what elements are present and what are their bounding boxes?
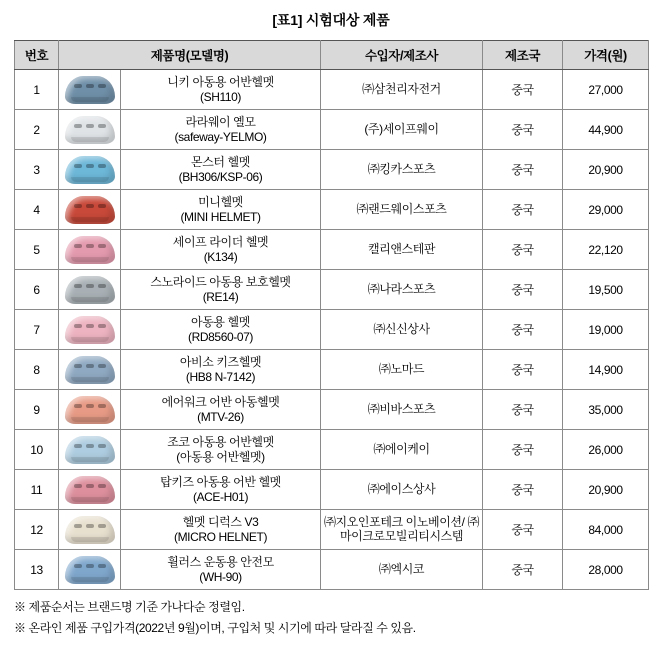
cell-price: 20,900 (563, 470, 649, 510)
cell-maker: ㈜비바스포츠 (321, 390, 483, 430)
helmet-vent (86, 404, 94, 408)
product-model-text: (BH306/KSP-06) (178, 169, 263, 184)
cell-price: 84,000 (563, 510, 649, 550)
helmet-icon-white (62, 113, 118, 147)
cell-maker: ㈜삼천리자전거 (321, 70, 483, 110)
helmet-vent (74, 564, 82, 568)
table-row (15, 110, 649, 150)
cell-product-name (121, 190, 321, 230)
product-name-text: 탑키즈 아동용 어반 헬멧 (160, 474, 281, 489)
product-name-text: 세이프 라이더 헬멧 (172, 234, 269, 249)
helmet-vent (74, 364, 82, 368)
product-name-text: 미니헬멧 (198, 194, 243, 209)
product-name-text: 라라웨이 옐모 (185, 114, 256, 129)
cell-origin: 중국 (483, 510, 563, 550)
cell-maker: ㈜나라스포츠 (321, 270, 483, 310)
helmet-shape (65, 396, 115, 424)
cell-price: 19,000 (563, 310, 649, 350)
helmet-vent (98, 204, 106, 208)
cell-product-name (121, 430, 321, 470)
table-header-row (15, 41, 649, 70)
helmet-vent (86, 364, 94, 368)
cell-maker: ㈜에이스상사 (321, 470, 483, 510)
helmet-vent (98, 364, 106, 368)
table-row (15, 510, 649, 550)
column-header-price: 가격(원) (563, 41, 649, 70)
cell-product-image (59, 70, 121, 110)
cell-maker: ㈜랜드웨이스포츠 (321, 190, 483, 230)
helmet-icon-cream (62, 513, 118, 547)
product-name-text: 헬멧 디럭스 V3 (182, 514, 259, 529)
helmet-vent (98, 284, 106, 288)
table-row (15, 310, 649, 350)
cell-product-name (121, 70, 321, 110)
table-row (15, 70, 649, 110)
helmet-icon-steelblue (62, 353, 118, 387)
helmet-vent (86, 324, 94, 328)
cell-maker: (주)세이프웨이 (321, 110, 483, 150)
cell-price: 27,000 (563, 70, 649, 110)
helmet-vent (98, 244, 106, 248)
table-body (15, 70, 649, 590)
cell-origin: 중국 (483, 430, 563, 470)
table-notes (14, 597, 648, 639)
helmet-vent (74, 484, 82, 488)
table-row (15, 470, 649, 510)
table-row (15, 550, 649, 590)
column-header-maker: 수입자/제조사 (321, 41, 483, 70)
cell-price: 20,900 (563, 150, 649, 190)
cell-price: 19,500 (563, 270, 649, 310)
product-model-text: (ACE-H01) (192, 489, 249, 504)
cell-product-image (59, 390, 121, 430)
cell-origin: 중국 (483, 110, 563, 150)
cell-product-image (59, 190, 121, 230)
cell-origin: 중국 (483, 550, 563, 590)
cell-no: 10 (15, 430, 59, 470)
product-name-text: 에어워크 어반 아동헬멧 (161, 394, 280, 409)
helmet-vent (98, 444, 106, 448)
helmet-icon-salmon (62, 393, 118, 427)
helmet-vent (86, 84, 94, 88)
cell-no: 11 (15, 470, 59, 510)
helmet-vent (86, 484, 94, 488)
product-model-text: (아동용 어반헬멧) (176, 449, 265, 464)
helmet-icon-rose (62, 473, 118, 507)
cell-origin: 중국 (483, 70, 563, 110)
helmet-shape (65, 116, 115, 144)
cell-product-image (59, 470, 121, 510)
cell-price: 28,000 (563, 550, 649, 590)
helmet-vent (98, 564, 106, 568)
product-name-text: 휠러스 운동용 안전모 (167, 554, 274, 569)
cell-no: 3 (15, 150, 59, 190)
cell-product-name (121, 470, 321, 510)
helmet-shape (65, 156, 115, 184)
helmet-shape (65, 436, 115, 464)
cell-no: 8 (15, 350, 59, 390)
helmet-vent (86, 524, 94, 528)
cell-maker: ㈜에이케이 (321, 430, 483, 470)
cell-maker: 캘리앤스테판 (321, 230, 483, 270)
cell-no: 12 (15, 510, 59, 550)
table-row (15, 390, 649, 430)
table-row (15, 350, 649, 390)
helmet-icon-pink (62, 233, 118, 267)
cell-origin: 중국 (483, 190, 563, 230)
helmet-shape (65, 516, 115, 544)
cell-price: 35,000 (563, 390, 649, 430)
note-line: ※ 온라인 제품 구입가격(2022년 9월)이며, 구입처 및 시기에 따라 달라질 수 있음. (14, 621, 416, 635)
cell-no: 13 (15, 550, 59, 590)
product-model-text: (K134) (203, 249, 238, 264)
helmet-vent (98, 484, 106, 488)
cell-price: 26,000 (563, 430, 649, 470)
cell-no: 7 (15, 310, 59, 350)
helmet-vent (74, 124, 82, 128)
cell-product-image (59, 310, 121, 350)
cell-product-name (121, 110, 321, 150)
cell-product-image (59, 430, 121, 470)
cell-product-name (121, 270, 321, 310)
helmet-icon-blue (62, 553, 118, 587)
product-model-text: (MTV-26) (197, 409, 244, 424)
helmet-vent (74, 404, 82, 408)
helmet-vent (86, 564, 94, 568)
helmet-shape (65, 476, 115, 504)
helmet-vent (98, 84, 106, 88)
cell-price: 44,900 (563, 110, 649, 150)
product-model-text: (MICRO HELNET) (173, 529, 268, 544)
helmet-vent (98, 124, 106, 128)
cell-price: 22,120 (563, 230, 649, 270)
product-name-text: 아비소 키즈헬멧 (179, 354, 262, 369)
cell-origin: 중국 (483, 350, 563, 390)
cell-product-name (121, 350, 321, 390)
column-header-name: 제품명(모델명) (59, 41, 321, 70)
cell-no: 6 (15, 270, 59, 310)
product-model-text: (safeway-YELMO) (174, 129, 267, 144)
cell-maker: ㈜지오인포테크 이노베이션/ ㈜마이크로모빌리티시스템 (321, 510, 483, 550)
helmet-vent (74, 84, 82, 88)
helmet-shape (65, 356, 115, 384)
cell-product-image (59, 350, 121, 390)
table-row (15, 430, 649, 470)
table-row (15, 190, 649, 230)
cell-product-name (121, 510, 321, 550)
table-row (15, 150, 649, 190)
product-model-text: (MINI HELMET) (180, 209, 261, 224)
product-model-text: (RD8560-07) (188, 329, 253, 344)
helmet-shape (65, 196, 115, 224)
helmet-shape (65, 76, 115, 104)
cell-price: 14,900 (563, 350, 649, 390)
helmet-vent (98, 404, 106, 408)
note-line: ※ 제품순서는 브랜드명 기준 가나다순 정렬임. (14, 600, 245, 614)
product-model-text: (RE14) (202, 289, 239, 304)
cell-origin: 중국 (483, 310, 563, 350)
cell-product-image (59, 230, 121, 270)
helmet-vent (74, 204, 82, 208)
page-title: [표1] 시험대상 제품 (272, 12, 390, 28)
column-header-origin: 제조국 (483, 41, 563, 70)
cell-no: 2 (15, 110, 59, 150)
table-row (15, 270, 649, 310)
product-model-text: (WH-90) (199, 569, 242, 584)
helmet-vent (74, 444, 82, 448)
cell-maker: ㈜킹카스포츠 (321, 150, 483, 190)
helmet-vent (86, 164, 94, 168)
cell-origin: 중국 (483, 150, 563, 190)
cell-maker: ㈜신신상사 (321, 310, 483, 350)
product-model-text: (SH110) (200, 89, 241, 104)
helmet-vent (86, 124, 94, 128)
helmet-icon-skyblue (62, 153, 118, 187)
table-row (15, 230, 649, 270)
cell-origin: 중국 (483, 230, 563, 270)
cell-product-name (121, 230, 321, 270)
product-table (14, 40, 649, 590)
helmet-vent (74, 284, 82, 288)
product-name-text: 조코 아동용 어반헬멧 (167, 434, 274, 449)
helmet-icon-blue-dark (62, 73, 118, 107)
product-name-text: 스노라이드 아동용 보호헬멧 (150, 274, 291, 289)
helmet-vent (98, 164, 106, 168)
cell-no: 5 (15, 230, 59, 270)
cell-origin: 중국 (483, 470, 563, 510)
product-name-text: 몬스터 헬멧 (191, 154, 250, 169)
column-header-no: 번호 (15, 41, 59, 70)
cell-product-image (59, 110, 121, 150)
table-header (15, 41, 649, 70)
cell-no: 9 (15, 390, 59, 430)
cell-product-image (59, 150, 121, 190)
cell-product-name (121, 150, 321, 190)
helmet-shape (65, 316, 115, 344)
helmet-icon-gray (62, 273, 118, 307)
helmet-shape (65, 276, 115, 304)
helmet-shape (65, 236, 115, 264)
cell-product-image (59, 550, 121, 590)
cell-product-image (59, 510, 121, 550)
helmet-vent (86, 204, 94, 208)
cell-product-image (59, 270, 121, 310)
cell-no: 1 (15, 70, 59, 110)
cell-origin: 중국 (483, 390, 563, 430)
helmet-vent (98, 524, 106, 528)
cell-no: 4 (15, 190, 59, 230)
cell-maker: ㈜엑시코 (321, 550, 483, 590)
cell-maker: ㈜노마드 (321, 350, 483, 390)
helmet-vent (86, 284, 94, 288)
helmet-icon-red (62, 193, 118, 227)
helmet-vent (74, 164, 82, 168)
helmet-vent (86, 244, 94, 248)
cell-price: 29,000 (563, 190, 649, 230)
helmet-icon-lightblue (62, 433, 118, 467)
helmet-vent (74, 244, 82, 248)
product-model-text: (HB8 N-7142) (185, 369, 256, 384)
cell-product-name (121, 310, 321, 350)
helmet-vent (74, 524, 82, 528)
product-name-text: 아동용 헬멧 (191, 314, 250, 329)
helmet-icon-pink-light (62, 313, 118, 347)
product-name-text: 니키 아동용 어반헬멧 (167, 74, 274, 89)
helmet-vent (86, 444, 94, 448)
cell-product-name (121, 550, 321, 590)
helmet-vent (98, 324, 106, 328)
cell-origin: 중국 (483, 270, 563, 310)
helmet-shape (65, 556, 115, 584)
cell-product-name (121, 390, 321, 430)
helmet-vent (74, 324, 82, 328)
